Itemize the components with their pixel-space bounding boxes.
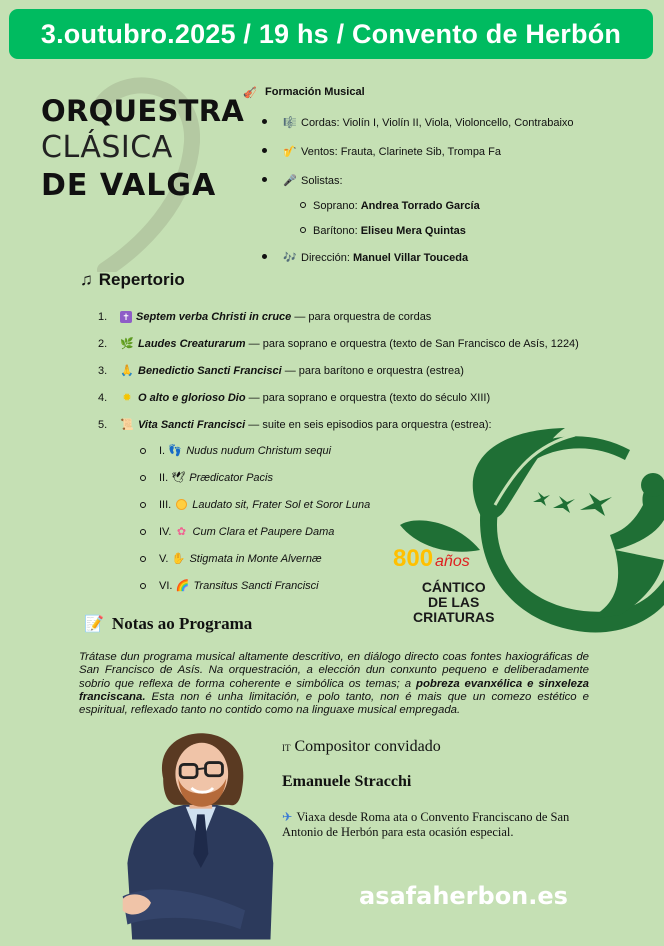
work-title: Septem verba Christi in cruce	[136, 310, 292, 323]
item-number: 5.	[98, 418, 108, 431]
movement-item	[139, 518, 370, 545]
composer-label	[282, 738, 441, 756]
event-banner	[9, 9, 653, 59]
soloist-label: Soprano:	[313, 199, 358, 212]
work-desc: — para orquestra de cordas	[294, 310, 432, 323]
movement-item	[139, 491, 370, 518]
bullet	[262, 177, 267, 182]
event-banner-text: 3.outubro.2025 / 19 hs / Convento de Herbón	[40, 18, 622, 49]
circle-bullet	[140, 583, 146, 589]
movement-item	[139, 545, 370, 572]
dove-icon: 🕊	[171, 472, 186, 484]
cantico-title-line: CÁNTICO	[421, 579, 486, 595]
formacion-title: Formación Musical	[265, 86, 365, 98]
repertorio-heading	[80, 270, 185, 290]
work-title: O alto e glorioso Dio	[138, 391, 246, 404]
sun-icon	[174, 499, 188, 511]
work-desc: — para barítono e orquestra (estrea)	[284, 364, 464, 377]
work-desc: — para soprano e orquestra (texto do século XIII)	[248, 391, 491, 404]
circle-bullet	[140, 502, 146, 508]
formacion-item-label: Solistas:	[301, 174, 343, 187]
bullet	[262, 254, 267, 259]
footprints-icon: 👣	[168, 445, 183, 457]
circle-bullet	[300, 227, 306, 233]
item-number: 3.	[98, 364, 108, 377]
movement-item	[139, 572, 370, 599]
notas-title: Notas ao Programa	[111, 614, 253, 633]
soloist-name: Eliseu Mera Quintas	[360, 224, 466, 237]
movement-number: II.	[159, 471, 169, 484]
movement-title: Laudato sit, Frater Sol et Soror Luna	[192, 498, 371, 511]
anniversary-number: 800	[393, 545, 434, 572]
formacion-item-value: Violín I, Violín II, Viola, Violoncello, Contrabaixo	[342, 116, 574, 129]
circle-bullet	[140, 475, 146, 481]
formacion-item	[243, 139, 574, 164]
musical-notes-icon: 🎶	[283, 252, 297, 264]
composer-photo	[118, 725, 278, 946]
direction-name: Manuel Villar Touceda	[352, 251, 469, 264]
violin-icon: 🎻	[243, 86, 257, 99]
movement-number: V.	[159, 552, 169, 565]
work-desc: — suite en seis episodios para orquestra (estrea):	[248, 418, 492, 431]
cantico-title-line: CRIATURAS	[413, 609, 495, 625]
herb-icon: 🌿	[120, 338, 134, 350]
music-note-icon: ♫	[80, 270, 93, 289]
cantico-title	[413, 580, 494, 625]
airplane-icon: ✈	[282, 810, 293, 824]
repertorio-item	[98, 357, 579, 384]
formacion-item	[243, 245, 574, 270]
circle-bullet	[140, 448, 146, 454]
work-title: Benedictio Sancti Francisci	[138, 364, 282, 377]
formacion-item-label: Cordas:	[301, 116, 340, 129]
notas-body	[79, 651, 589, 717]
work-title: Laudes Creaturarum	[138, 337, 246, 350]
movement-number: VI.	[159, 579, 173, 592]
composer-description-text: Viaxa desde Roma ata o Convento Franciscano de San Antonio de Herbón para esta ocasión especial.	[282, 810, 570, 839]
logo-line-1: ORQUESTRA	[41, 94, 245, 128]
circle-bullet	[140, 529, 146, 535]
anniversary-word: años	[435, 553, 470, 570]
soloist-name: Andrea Torrado García	[360, 199, 480, 212]
sun-glow-icon: ✹	[122, 392, 132, 404]
movement-item	[139, 464, 370, 491]
logo-line-3: DE VALGA	[41, 168, 217, 203]
formacion-item-label: Ventos:	[301, 145, 338, 158]
notas-heading	[84, 614, 252, 634]
raised-hand-icon: ✋	[171, 553, 186, 565]
soloist-item	[243, 193, 574, 218]
item-number: 2.	[98, 337, 108, 350]
saxophone-icon: 🎷	[283, 146, 297, 158]
memo-icon: 📝	[84, 616, 104, 633]
movement-title: Nudus nudum Christum sequi	[186, 444, 332, 457]
formacion-item-value: Frauta, Clarinete Sib, Trompa Fa	[340, 145, 501, 158]
repertorio-title: Repertorio	[98, 270, 185, 289]
work-desc: — para soprano e orquestra (texto de San Francisco de Asís, 1224)	[248, 337, 579, 350]
notas-text-b: Esta non é unha limitación, e polo tanto, non é mais que un comezo estético e espiritual, reflexado tanto no contido como na linguaxe musical empregada.	[79, 690, 589, 717]
website-link[interactable]: asafaherbon.es	[359, 882, 568, 910]
flower-icon: ✿	[176, 526, 187, 538]
repertorio-item	[98, 330, 579, 357]
rainbow-icon: 🌈	[175, 580, 190, 592]
movements-list	[139, 437, 370, 599]
anniversary-mark	[393, 546, 470, 572]
formacion-heading	[243, 84, 574, 100]
work-title: Vita Sancti Francisci	[138, 418, 246, 431]
movement-title: Prædicator Pacis	[189, 471, 273, 484]
movement-item	[139, 437, 370, 464]
composer-label-text: Compositor convidado	[294, 738, 441, 755]
composer-description	[282, 810, 582, 840]
item-number: 4.	[98, 391, 108, 404]
repertorio-item	[98, 303, 579, 330]
notas-text-a: Trátase dun programa musical altamente descritivo, en diálogo directo coas fontes haxiográficas de San Francisco de Asís. Na orquestración, a elección dun conxunto pequeno e deliberadamente sobrio que reflexa de forma coherente e simbólica os temas; a	[79, 651, 589, 690]
notas-text-bold: pobreza evanxélica e sinxeleza franciscana.	[79, 677, 589, 703]
microphone-icon: 🎤	[283, 175, 297, 187]
movement-title: Stigmata in Monte Alvernæ	[189, 552, 322, 565]
soloist-label: Barítono:	[313, 224, 358, 237]
logo-line-2: CLÁSICA	[41, 130, 173, 165]
movement-number: I.	[159, 444, 166, 457]
formacion-musical	[243, 84, 574, 270]
repertorio-item	[98, 384, 579, 411]
bullet	[262, 148, 267, 153]
orchestra-logo	[41, 94, 245, 203]
formacion-item	[243, 110, 574, 135]
direction-label: Dirección:	[301, 251, 350, 264]
item-number: 1.	[98, 310, 108, 323]
praying-hands-icon: 🙏	[120, 365, 134, 377]
circle-bullet	[300, 202, 306, 208]
movement-number: IV.	[159, 525, 172, 538]
movement-number: III.	[159, 498, 172, 511]
composer-name: Emanuele Stracchi	[282, 773, 412, 790]
italy-flag-code: IT	[282, 743, 291, 753]
cantico-title-line: DE LAS	[428, 594, 480, 610]
bullet	[262, 119, 267, 124]
cross-icon: ✝	[120, 311, 132, 323]
movement-title: Cum Clara et Paupere Dama	[192, 525, 335, 538]
movement-title: Transitus Sancti Francisci	[193, 579, 319, 592]
formacion-item	[243, 168, 574, 193]
scroll-icon: 📜	[120, 419, 134, 431]
music-score-icon: 🎼	[283, 117, 297, 129]
circle-bullet	[140, 556, 146, 562]
soloist-item	[243, 218, 574, 243]
